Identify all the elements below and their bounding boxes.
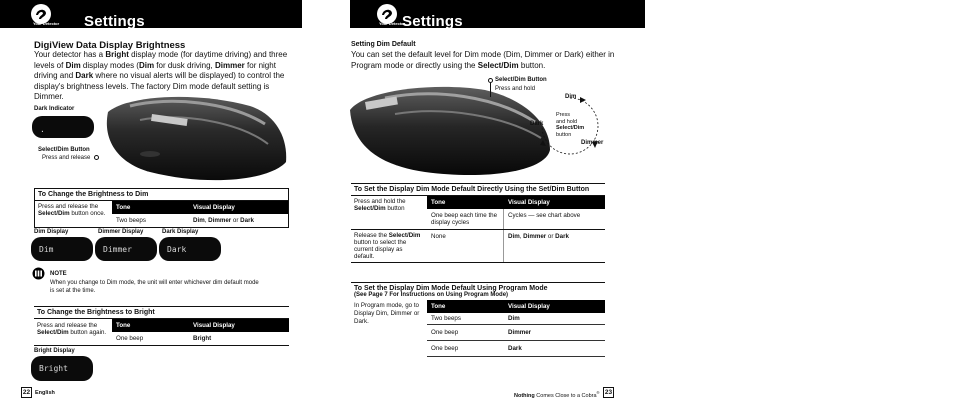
right-intro: You can set the default level for Dim mode (Dim, Dimmer or Dark) either in Program mode or directly using the Select/Dim button. [351, 50, 615, 70]
dimmer-display: Dimmer [95, 237, 157, 261]
dark-display-label: Dark Display [162, 229, 199, 235]
right-heading: Setting Dim Default [351, 41, 416, 48]
dim-table [34, 188, 289, 228]
bullet-icon [94, 155, 99, 160]
footer-tagline: Nothing Comes Close to a Cobra® [514, 390, 600, 399]
page-title: Settings [84, 13, 145, 30]
direct-set-title: To Set the Display Dim Mode Default Directly Using the Set/Dim Button [351, 183, 605, 196]
radar-detector-image [90, 92, 290, 187]
table-row [427, 313, 605, 325]
note-title: NOTE [50, 271, 67, 277]
dark-indicator-label: Dark Indicator [34, 106, 75, 112]
dim-tone: Two beeps [116, 217, 146, 224]
t2-tone: One beep [427, 325, 504, 341]
t1-r2-tone: None [427, 230, 504, 262]
direct-set-table [351, 183, 605, 263]
page-number-left: 22 [22, 389, 31, 396]
callout-line [490, 83, 491, 97]
t1-r2-visual: Dim, Dimmer or Dark [508, 233, 569, 240]
t2-subtitle: (See Page 7 For Instructions on Using Program Mode) [354, 292, 509, 298]
page-title: Settings [402, 13, 463, 30]
page-number-right: 23 [604, 389, 613, 396]
dim-visual-header: Visual Display [189, 201, 288, 214]
cycle-center-text: Press and hold Select/Dim button [556, 112, 585, 138]
bright-instruction: Press and release the Select/Dim button again. [37, 322, 107, 336]
dimmer-display-label: Dimmer Display [98, 229, 144, 235]
bright-display-label: Bright Display [34, 348, 75, 354]
dim-visual: Dim, Dimmer or Dark [193, 217, 254, 224]
t2-visual-header: Visual Display [504, 300, 605, 313]
bright-visual: Bright [193, 335, 212, 342]
select-dim-action: Press and release [42, 155, 99, 161]
bright-display: Bright [31, 356, 93, 381]
t2-visual: Dimmer [504, 325, 605, 341]
t1-visual-header: Visual Display [504, 196, 605, 209]
t1-r2-instruction: Release the Select/Dim button to select the current display as default. [354, 232, 421, 260]
dim-display-label: Dim Display [34, 229, 69, 235]
header-subtitle: Your Detector [33, 21, 60, 26]
t2-title: To Set the Display Dim Mode Default Using Program Mode [354, 285, 548, 292]
dim-tone-header: Tone [112, 201, 189, 214]
dark-indicator-display [32, 116, 94, 138]
bright-visual-header: Visual Display [189, 319, 289, 332]
bright-tone: One beep [116, 335, 144, 342]
cycle-dark: Dark [530, 121, 544, 127]
cycle-dim: Dim [565, 94, 577, 100]
t2-visual: Dark [504, 341, 605, 357]
t2-visual: Dim [504, 313, 605, 325]
left-header [0, 0, 302, 28]
dark-indicator-glyph: . [40, 125, 45, 134]
note-icon [32, 267, 45, 280]
cycle-dimmer: Dimmer [581, 140, 604, 146]
intro-paragraph: Your detector has a Bright display mode (for daytime driving) and three levels of Dim display modes (Dim for dusk driving, Dimmer for night driving and Dark where no visual alerts will be displayed) to control the display's brightness levels. The factory Dim mode default setting is Dimmer. [34, 50, 288, 101]
t2-tone: Two beeps [427, 313, 504, 325]
table-row [427, 341, 605, 357]
dim-instruction: Press and release the Select/Dim button once. [34, 201, 112, 228]
t1-r1-visual: Cycles — see chart above [508, 212, 581, 219]
t1-tone-header: Tone [427, 196, 504, 209]
right-header [350, 0, 645, 28]
callout-label: Select/Dim Button [495, 77, 547, 83]
t2-instruction: In Program mode, go to Display Dim, Dimmer or Dark. [354, 302, 420, 325]
bright-table [34, 306, 289, 346]
bright-tone-header: Tone [112, 319, 189, 332]
program-mode-table [351, 282, 605, 357]
bright-table-title: To Change the Brightness to Bright [34, 306, 289, 319]
radar-detector-image [345, 80, 555, 180]
header-subtitle: Your Detector [379, 21, 406, 26]
footer-language: English [35, 390, 55, 396]
dim-table-title: To Change the Brightness to Dim [34, 188, 289, 201]
t2-tone-header: Tone [427, 300, 504, 313]
dim-display: Dim [31, 237, 93, 261]
note-text: When you change to Dim mode, the unit will enter whichever dim default mode is set at the time. [50, 280, 259, 294]
callout-action: Press and hold [495, 86, 536, 92]
dark-display: Dark [159, 237, 221, 261]
t1-r1-tone: One beep each time the display cycles [427, 209, 504, 229]
select-dim-label: Select/Dim Button [38, 147, 90, 153]
t1-r1-instruction: Press and hold the Select/Dim button [354, 198, 406, 212]
table-row [427, 325, 605, 341]
section-heading: DigiView Data Display Brightness [34, 40, 186, 51]
t2-tone: One beep [427, 341, 504, 357]
